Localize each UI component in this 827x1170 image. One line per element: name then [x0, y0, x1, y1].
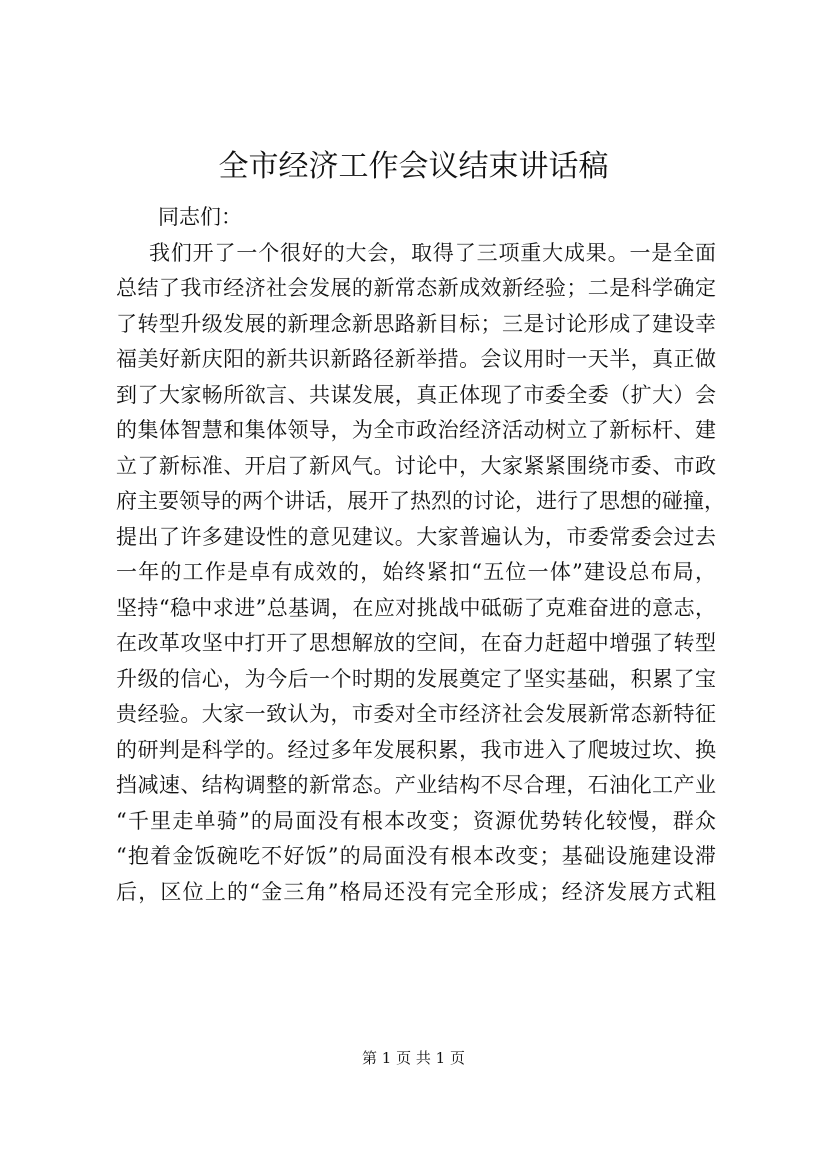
body-line: 升级的信心，为今后一个时期的发展奠定了坚实基础，积累了宝	[116, 666, 716, 691]
body-line: 的研判是科学的。经过多年发展积累，我市进入了爬坡过坎、换	[116, 737, 716, 762]
body-line: 后，区位上的“金三角”格局还没有完全形成；经济发展方式粗	[116, 879, 716, 904]
body-line: “千里走单骑”的局面没有根本改变；资源优势转化较慢，群众	[116, 808, 716, 833]
body-line: 立了新标准、开启了新风气。讨论中，大家紧紧围绕市委、市政	[116, 453, 716, 478]
document-title: 全市经济工作会议结束讲话稿	[218, 149, 609, 184]
body-line: 的集体智慧和集体领导，为全市政治经济活动树立了新标杆、建	[116, 418, 716, 442]
body-line: 在改革攻坚中打开了思想解放的空间，在奋力赶超中增强了转型	[116, 631, 716, 655]
body-line: 了转型升级发展的新理念新思路新目标；三是讨论形成了建设幸	[116, 311, 716, 336]
page-footer: 第 1 页 共 1 页	[362, 1049, 465, 1067]
body-line: 到了大家畅所欲言、共谋发展，真正体现了市委全委（扩大）会	[116, 382, 716, 407]
body-line: 总结了我市经济社会发展的新常态新成效新经验；二是科学确定	[116, 276, 716, 300]
body-line: “抱着金饭碗吃不好饭”的局面没有根本改变；基础设施建设滞	[116, 844, 716, 868]
greeting-line: 同志们：	[158, 205, 242, 229]
body-line: 贵经验。大家一致认为，市委对全市经济社会发展新常态新特征	[116, 702, 716, 726]
document-body	[116, 200, 725, 910]
body-line: 府主要领导的两个讲话，展开了热烈的讨论，进行了思想的碰撞，	[116, 489, 725, 513]
body-line: 挡减速、结构调整的新常态。产业结构不尽合理，石油化工产业	[116, 773, 716, 797]
body-line: 福美好新庆阳的新共识新路径新举措。会议用时一天半，真正做	[116, 347, 716, 371]
body-line: 坚持“稳中求进”总基调，在应对挑战中砥砺了克难奋进的意志，	[116, 595, 716, 620]
body-line: 一年的工作是卓有成效的，始终紧扣“五位一体”建设总布局，	[116, 560, 716, 584]
body-line: 提出了许多建设性的意见建议。大家普遍认为，市委常委会过去	[116, 524, 716, 549]
body-line: 我们开了一个很好的大会，取得了三项重大成果。一是全面	[149, 240, 716, 265]
